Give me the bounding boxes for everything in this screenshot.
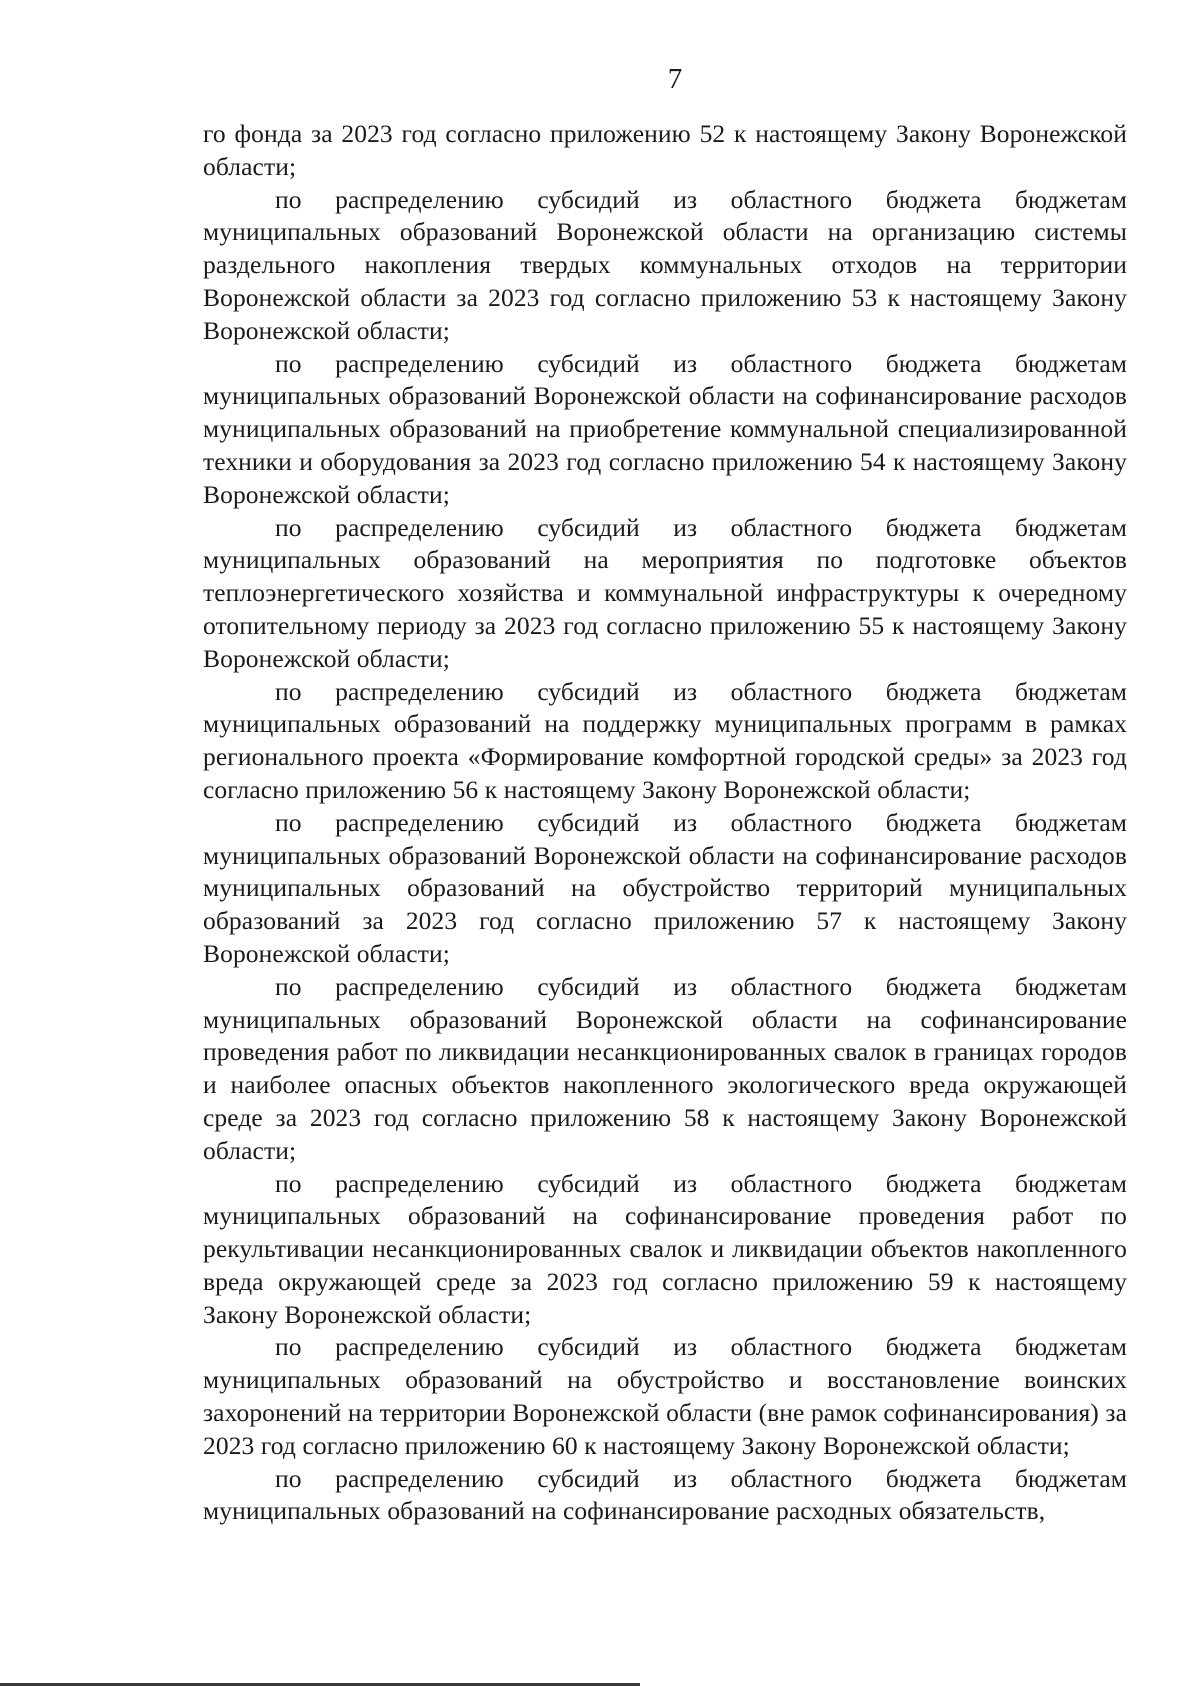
paragraph: по распределению субсидий из областного бюджета бюджетам муниципальных образований на поддержку муниципальных программ в рамках регионального проекта «Формирование комфортной городской среды» за 2023 год согласно приложению 56 к настоящему Закону Воронежской области; <box>203 676 1127 804</box>
paragraph: по распределению субсидий из областного бюджета бюджетам муниципальных образований на обустройство и восстановление воинских захоронений на территории Воронежской области (вне рамок софинансирования) за 2023 год согласно приложению 60 к настоящему Закону Воронежской области; <box>203 1332 1127 1460</box>
page-number: 7 <box>667 63 683 95</box>
paragraph: по распределению субсидий из областного бюджета бюджетам муниципальных образований на софинансирование проведения работ по рекультивации несанкционированных свалок и ликвидации объектов накопленного вреда окружающей среде за 2023 год согласно приложению 59 к настоящему Закону Воронежской области; <box>203 1168 1127 1329</box>
paragraph: го фонда за 2023 год согласно приложению 52 к настоящему Закону Воронежской области; <box>203 119 1127 181</box>
paragraph: по распределению субсидий из областного бюджета бюджетам муниципальных образований на мероприятия по подготовке объектов теплоэнергетического хозяйства и коммунальной инфраструктуры к очередному отопительному периоду за 2023 год согласно приложению 55 к настоящему Закону Воронежской области; <box>203 512 1127 673</box>
body-text <box>203 118 1127 1528</box>
paragraph: по распределению субсидий из областного бюджета бюджетам муниципальных образований Воронежской области на софинансирование проведения работ по ликвидации несанкционированных свалок в границах городов и наиболее опасных объектов накопленного экологического вреда окружающей среде за 2023 год согласно приложению 58 к настоящему Закону Воронежской области; <box>203 971 1127 1165</box>
bottom-rule <box>0 1683 640 1686</box>
paragraph: по распределению субсидий из областного бюджета бюджетам муниципальных образований на софинансирование расходных обязательств, <box>203 1463 1127 1526</box>
paragraph: по распределению субсидий из областного бюджета бюджетам муниципальных образований Воронежской области на организацию системы раздельного накопления твердых коммунальных отходов на территории Воронежской области за 2023 год согласно приложению 53 к настоящему Закону Воронежской области; <box>203 184 1127 345</box>
paragraph: по распределению субсидий из областного бюджета бюджетам муниципальных образований Воронежской области на софинансирование расходов муниципальных образований на обустройство территорий муниципальных образований за 2023 год согласно приложению 57 к настоящему Закону Воронежской области; <box>203 807 1127 968</box>
paragraph: по распределению субсидий из областного бюджета бюджетам муниципальных образований Воронежской области на софинансирование расходов муниципальных образований на приобретение коммунальной специализированной техники и оборудования за 2023 год согласно приложению 54 к настоящему Закону Воронежской области; <box>203 348 1127 509</box>
